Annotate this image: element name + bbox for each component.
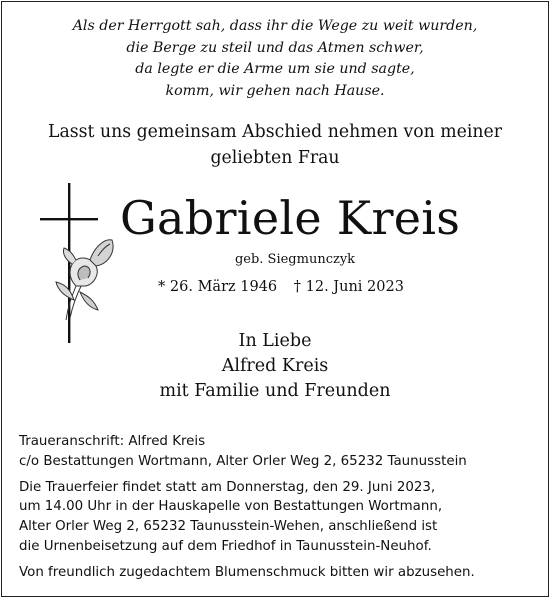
signoff-line: Alfred Kreis [221, 356, 329, 376]
death-date: † 12. Juni 2023 [293, 279, 404, 295]
flowers-note: Von freundlich zugedachtem Blumenschmuck bitten wir abzusehen. [19, 564, 475, 580]
address-line: c/o Bestattungen Wortmann, Alter Orler Weg 2, 65232 Taunusstein [19, 453, 467, 469]
ceremony-line: Alter Orler Weg 2, 65232 Taunusstein-Wehen, anschließend ist [19, 519, 438, 535]
intro-text [2, 119, 548, 171]
signoff-line: In Liebe [238, 331, 312, 351]
poem-line: Als der Herrgott sah, dass ihr die Wege zu weit wurden, [72, 18, 478, 34]
poem-line: da legte er die Arme um sie und sagte, [135, 61, 415, 77]
signoff-line: mit Familie und Freunden [159, 381, 391, 401]
ceremony-line: um 14.00 Uhr in der Hauskapelle von Bestattungen Wortmann, [19, 499, 443, 515]
deceased-name: Gabriele Kreis [120, 191, 461, 245]
obituary-notice [1, 1, 549, 597]
address-line: Traueranschrift: Alfred Kreis [19, 434, 206, 449]
ceremony-details [19, 478, 534, 557]
ceremony-line: Die Trauerfeier findet statt am Donnerstag, den 29. Juni 2023, [19, 479, 436, 495]
maiden-name: geb. Siegmunczyk [234, 252, 356, 267]
intro-line: Lasst uns gemeinsam Abschied nehmen von meiner [48, 122, 502, 142]
intro-line: geliebten Frau [210, 148, 340, 168]
rose-icon [46, 230, 118, 322]
funeral-info [19, 432, 534, 583]
poem-line: die Berge zu steil und das Atmen schwer, [126, 39, 424, 56]
poem-line: komm, wir gehen nach Hause. [165, 82, 385, 99]
ceremony-line: die Urnenbeisetzung auf dem Friedhof in Taunusstein-Neuhof. [19, 538, 432, 554]
birth-date: * 26. März 1946 [158, 279, 278, 295]
mourning-address [19, 432, 534, 472]
signoff [2, 329, 548, 404]
life-dates [2, 279, 548, 295]
poem [2, 16, 548, 102]
